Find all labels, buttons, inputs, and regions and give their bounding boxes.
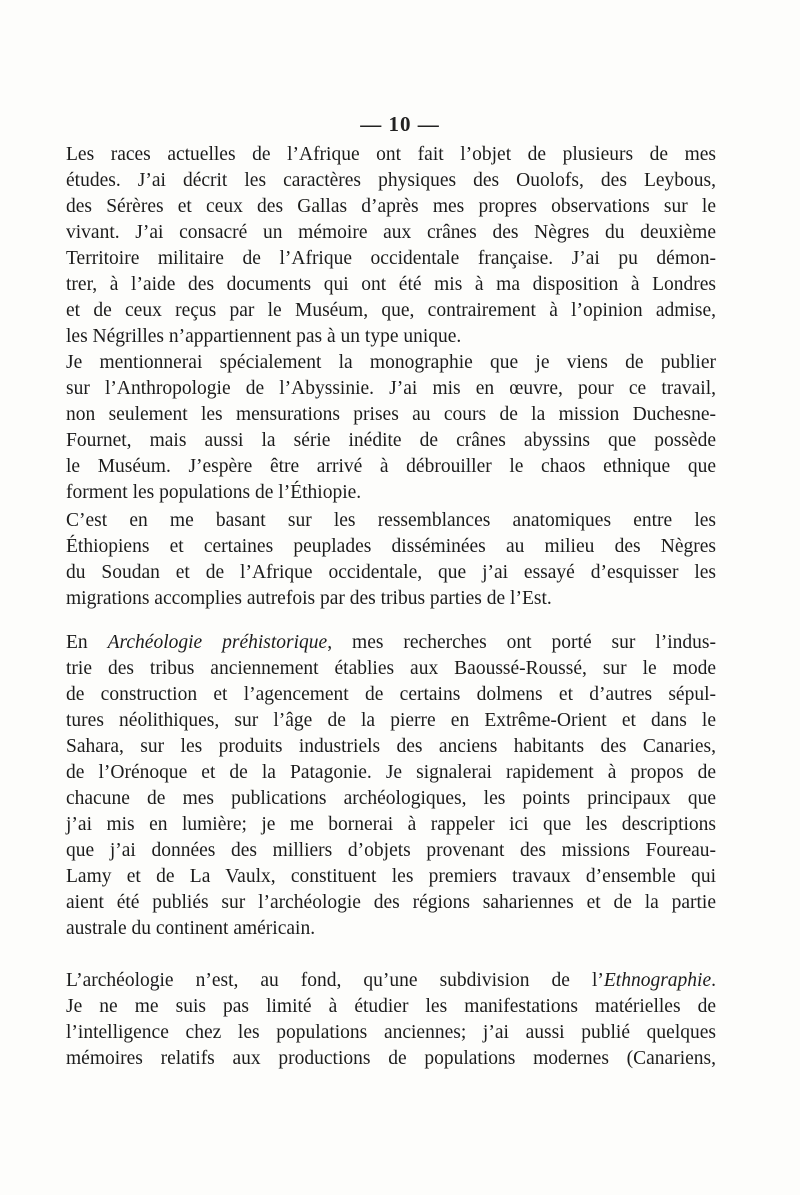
text-line: du Soudan et de l’Afrique occidentale, que j’ai essayé d’esquisser les [66, 562, 716, 583]
text-line: vivant. J’ai consacré un mémoire aux crânes des Nègres du deuxième [66, 222, 716, 243]
text-line: C’est en me basant sur les ressemblances anatomiques entre les [66, 510, 716, 531]
text-line-with-italic [66, 968, 716, 994]
text-line: Sahara, sur les produits industriels des anciens habitants des Canaries, [66, 736, 716, 757]
page-number: — 10 — [360, 112, 440, 136]
paragraph-ethnographie [66, 968, 716, 1072]
paragraph-ressemblances [66, 508, 716, 612]
italic-term: Ethnographie [603, 970, 712, 991]
text-line: Lamy et de La Vaulx, constituent les premiers travaux d’ensemble qui [66, 866, 716, 887]
text-line: des Sérères et ceux des Gallas d’après mes propres observations sur le [66, 196, 716, 217]
text-line: j’ai mis en lumière; je me bornerai à rappeler ici que les descriptions [66, 814, 716, 835]
text-line: de l’Orénoque et de la Patagonie. Je signalerai rapidement à propos de [66, 762, 716, 783]
text-line: chacune de mes publications archéologiques, les points principaux que [66, 788, 716, 809]
text-line: sur l’Anthropologie de l’Abyssinie. J’ai mis en œuvre, pour ce travail, [66, 378, 716, 399]
text-segment: . [711, 970, 716, 991]
text-line: l’intelligence chez les populations anciennes; j’ai aussi publié quelques [66, 1022, 716, 1043]
text-line: mémoires relatifs aux productions de populations modernes (Canariens, [66, 1048, 716, 1069]
text-line: Territoire militaire de l’Afrique occidentale française. J’ai pu démon- [66, 248, 716, 269]
text-segment: , mes recherches ont porté sur l’indus- [327, 632, 716, 653]
text-line: tures néolithiques, sur l’âge de la pierre en Extrême-Orient et dans le [66, 710, 716, 731]
text-line: de construction et l’agencement de certains dolmens et d’autres sépul- [66, 684, 716, 705]
text-line: Je mentionnerai spécialement la monographie que je viens de publier [66, 352, 716, 373]
text-line: les Négrilles n’appartiennent pas à un type unique. [66, 326, 462, 347]
text-segment: L’archéologie n’est, au fond, qu’une subdivision de l’ [66, 970, 604, 991]
paragraph-races [66, 142, 716, 350]
text-line: Fournet, mais aussi la série inédite de crânes abyssins que possède [66, 430, 716, 451]
text-line: et de ceux reçus par le Muséum, que, contrairement à l’opinion admise, [66, 300, 716, 321]
text-line: études. J’ai décrit les caractères physiques des Ouolofs, des Leybous, [66, 170, 716, 191]
text-line: le Muséum. J’espère être arrivé à débrouiller le chaos ethnique que [66, 456, 716, 477]
text-line: que j’ai données des milliers d’objets provenant des missions Foureau- [66, 840, 716, 861]
text-line: Les races actuelles de l’Afrique ont fait l’objet de plusieurs de mes [66, 144, 716, 165]
text-line: Je ne me suis pas limité à étudier les manifestations matérielles de [66, 996, 716, 1017]
text-line: australe du continent américain. [66, 918, 316, 939]
text-segment: En [66, 632, 108, 653]
text-line-with-italic [66, 630, 716, 656]
text-line: forment les populations de l’Éthiopie. [66, 482, 362, 503]
italic-term: Archéologie préhistorique [107, 632, 328, 653]
text-line: aient été publiés sur l’archéologie des régions sahariennes et de la partie [66, 892, 716, 913]
text-line: Éthiopiens et certaines peuplades disséminées au milieu des Nègres [66, 536, 716, 557]
paragraph-archeologie [66, 630, 716, 942]
text-line: trie des tribus anciennement établies aux Baoussé-Roussé, sur le mode [66, 658, 716, 679]
text-line: trer, à l’aide des documents qui ont été mis à ma disposition à Londres [66, 274, 716, 295]
paragraph-abyssinie [66, 350, 716, 506]
text-line: non seulement les mensurations prises au cours de la mission Duchesne- [66, 404, 716, 425]
text-line: migrations accomplies autrefois par des tribus parties de l’Est. [66, 588, 552, 609]
